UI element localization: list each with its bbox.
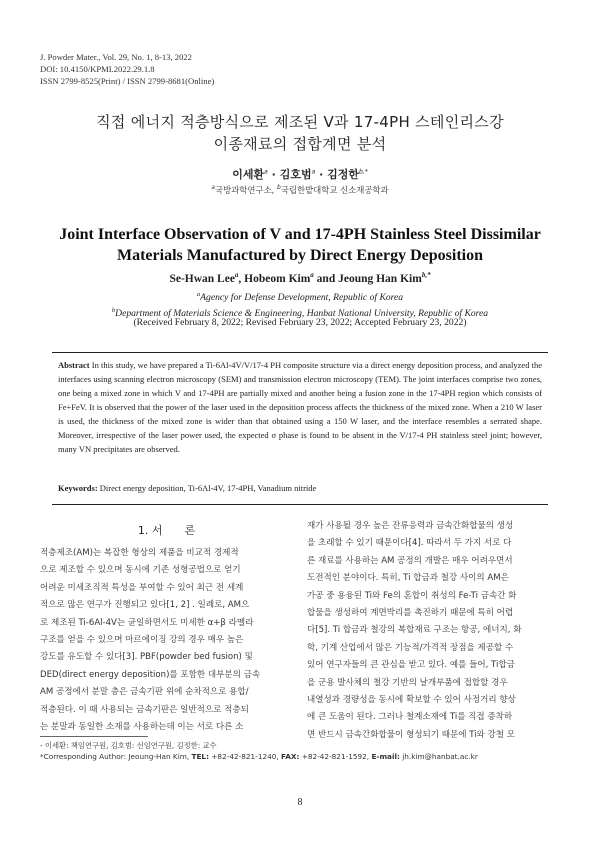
english-authors: Se-Hwan Lee$^a$, Hobeom Kim$^a$ and Jeoung Han Kim$^{b,*}$	[169, 271, 431, 285]
paragraph-line: AM 공정에서 분말 층은 금속기판 위에 순차적으로 용합/	[40, 687, 249, 698]
paragraph-line: 재가 사용될 경우 높은 잔류응력과 금속간화합물의 생성	[307, 521, 514, 531]
paragraph-line: 구조를 얻을 수 있으며 마르에이징 강의 경우 매우 높은	[40, 635, 244, 646]
paragraph-line: 을 초래할 수 있기 때문이다[4]. 따라서 두 가지 서로 다	[307, 538, 512, 549]
paragraph-line: 어려운 미세조직적 특성을 부여할 수 있어 최근 전 세계	[40, 582, 244, 593]
paragraph-line: 내열성과 경량성을 동시에 확보할 수 있어 사정거리 향상	[307, 695, 516, 706]
paragraph-line: 학, 기계 산업에서 많은 기능적/가격적 장점을 제공할 수	[307, 642, 514, 653]
korean-title-line2: 이종재료의 접합계면 분석	[213, 135, 387, 153]
paragraph-line: 으로 제조할 수 있으며 동시에 기존 성형공법으로 얻기	[40, 565, 241, 576]
paragraph-line: DED(direct energy deposition)를 포함한 대부분의 금속	[40, 669, 261, 680]
korean-affiliations: $^a$국방과학연구소, $^b$국립한밭대학교 신소재공학과	[211, 184, 389, 195]
english-title-line2: Materials Manufactured by Direct Energy Deposition	[116, 247, 484, 264]
korean-author-3: 김정한	[327, 168, 359, 181]
paragraph-line: 에 큰 도움이 된다. 그러나 철계소재에 Ti를 직접 증착하	[307, 712, 513, 723]
paragraph-line: 합물을 생성하여 계면박리를 촉진하기 때문에 특히 어렵	[307, 608, 514, 619]
footnote-divider	[40, 736, 148, 737]
received-dates: (Received February 8, 2022; Revised February 23, 2022; Accepted February 23, 2022)	[133, 317, 467, 328]
korean-affil-a: 국방과학연구소,	[215, 185, 277, 195]
paragraph-line: 적으로 많은 연구가 진행되고 있다[1, 2] . 일례로, AM으	[40, 600, 250, 611]
paragraph-line: 있어 연구자들의 큰 관심을 받고 있다. 예를 들어, Ti합금	[307, 660, 515, 671]
english-affiliations: $^a$Agency for Defense Development, Republic of Korea $^b$Department of Materials Science & Engineering, Hanbat National University, Republic of Korea	[111, 291, 489, 320]
paragraph-line: 을 군용 발사체의 철강 기반의 날개부품에 접합할 경우	[307, 677, 508, 688]
paragraph-line: 적층제조(AM)는 복잡한 형상의 제품을 비교적 경제적	[40, 548, 239, 558]
abstract-label: Abstract	[58, 360, 90, 370]
paragraph-line: 강도를 유도할 수 있다[3]. PBF(powder bed fusion) 및	[40, 652, 253, 663]
korean-title-line1: 직접 에너지 적층방식으로 제조된 V과 17-4PH 스테인리스강	[96, 113, 504, 131]
body-column-right	[307, 518, 560, 744]
korean-affil-b: 국립한밭대학교 신소재공학과	[280, 185, 389, 195]
footnote	[40, 740, 478, 762]
journal-issn: ISSN 2799-8525(Print) / ISSN 2799-8681(Online)	[40, 76, 215, 86]
keywords	[58, 483, 542, 493]
page-number: 8	[297, 797, 303, 808]
english-affil-1: Agency for Defense Development, Republic of Korea	[200, 292, 404, 304]
english-title	[40, 224, 560, 266]
abstract-body: In this study, we have prepared a Ti-6Al-4V/V/17-4 PH composite structure via a direct energy deposition process, and analyzed the interfaces using scanning electron microscopy (SEM) and transmission electron microscopy (TEM). The joint interfaces comprise two zones, one being a mixed zone in which V and 17-4PH are partially mixed and another being a fusion zone in the 17-4PH region which consists of Fe+FeV. It is observed that the power of the laser used in the deposition process affects the thickness of the mixed zone. When a 210 W laser is used, the thickness of the mixed zone is wider than that obtained using a 150 W laser, and the interface resembles a serrated shape. Moreover, irrespective of the laser power used, the expected σ phase is found to be absent in the V/17-4 PH stainless steel joint; however, many VN precipitates are observed.	[58, 360, 542, 454]
korean-author-2: 김호범	[279, 168, 312, 181]
english-title-line1: Joint Interface Observation of V and 17-4PH Stainless Steel Dissimilar	[59, 226, 541, 243]
abstract	[58, 358, 542, 456]
paragraph-line: 가공 중 용융된 Ti와 Fe의 혼합이 취성의 Fe-Ti 금속간 화	[307, 590, 517, 601]
korean-authors: 이세환$^a$ · 김호범$^a$ · 김정한$^{b,*}$	[232, 168, 368, 181]
english-author-1: Se-Hwan Lee	[169, 272, 235, 285]
english-affil-2: Department of Materials Science & Engineering, Hanbat National University, Republic of Korea	[115, 308, 489, 320]
footnote-correspondence: *Corresponding Author: Jeoung-Han Kim, TEL: +82-42-821-1240, FAX: +82-42-821-1592, E-mail: jh.kim@hanbat.ac.kr	[40, 752, 478, 761]
keywords-label: Keywords:	[58, 483, 98, 493]
paragraph-line: 면 반드시 금속간화합물이 형성되기 때문에 Ti와 강철 모	[307, 729, 515, 740]
email-link[interactable]: jh.kim@hanbat.ac.kr	[399, 752, 478, 761]
paragraph-line: 도전적인 분야이다. 특히, Ti 합금과 철강 사이의 AM은	[307, 573, 509, 584]
korean-author-1: 이세환	[232, 168, 265, 181]
keywords-list: Direct energy deposition, Ti-6Al-4V, 17-4PH, Vanadium nitride	[97, 483, 317, 493]
body-column-left	[40, 545, 293, 736]
journal-doi: DOI: 10.4150/KPMI.2022.29.1.8	[40, 64, 155, 74]
paragraph-line: 른 재료를 사용하는 AM 공정의 개발은 매우 어려우면서	[307, 555, 513, 566]
paragraph-line: 다[5]. Ti 합금과 철강의 복합재료 구조는 항공, 에너지, 화	[307, 625, 522, 636]
english-author-3: Jeoung Han Kim	[338, 272, 422, 285]
journal-citation: J. Powder Mater., Vol. 29, No. 1, 8-13, 2022	[40, 52, 192, 62]
footnote-positions: - 이세환: 책임연구원, 김호범: 선임연구원, 김정한: 교수	[40, 741, 217, 750]
korean-title	[40, 111, 560, 155]
paragraph-line: 적층된다. 이 때 사용되는 금속기판은 일반적으로 적층되	[40, 704, 249, 715]
section-heading-introduction: 1. 서 론	[137, 524, 196, 537]
paragraph-line: 는 분말과 동일한 소재를 사용하는데 이는 서로 다른 소	[40, 722, 244, 733]
journal-info	[40, 51, 214, 87]
paragraph-line: 로 제조된 Ti-6Al-4V는 균일하면서도 미세한 α+β 라멜라	[40, 617, 254, 628]
english-author-2: Hobeom Kim	[244, 272, 311, 285]
